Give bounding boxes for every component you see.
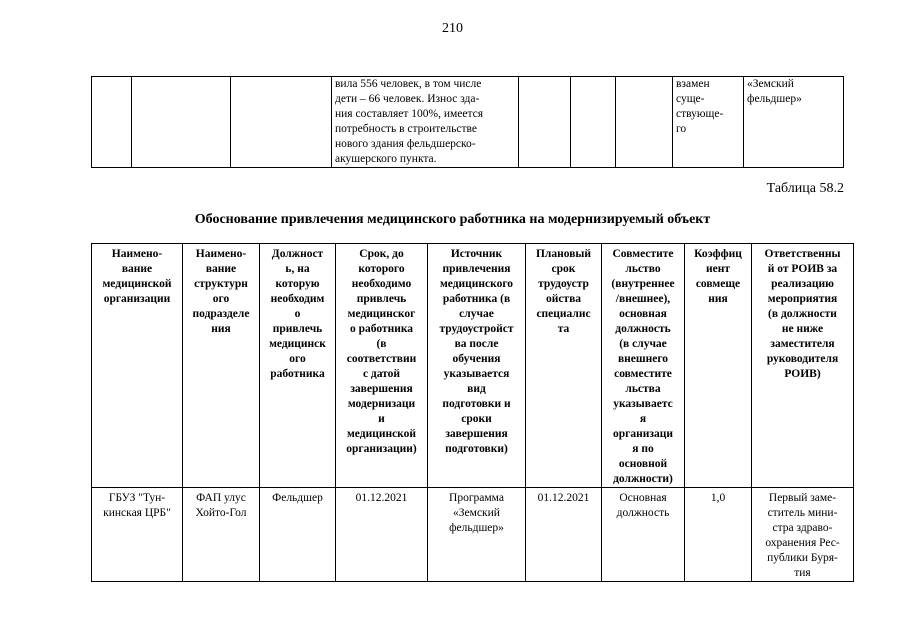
cell: Первый заме- ститель мини- стра здраво- охранения Рес- публики Буря- тия — [752, 488, 854, 582]
cell: взамен суще- ствующе- го — [673, 77, 744, 168]
cell: Фельдшер — [260, 488, 336, 582]
cell — [519, 77, 571, 168]
column-header: Совместите льство (внутреннее /внешнее), основная должность (в случае внешнего совместите льства указываетс я организаци я по основной должности) — [602, 244, 685, 488]
continuation-row — [92, 77, 844, 168]
column-header: Коэффиц иент совмеще ния — [685, 244, 752, 488]
cell — [92, 77, 132, 168]
table-row — [92, 488, 854, 582]
main-table — [91, 243, 854, 582]
column-header: Должност ь, на которую необходим о привлечь медицинск ого работника — [260, 244, 336, 488]
cell: вила 556 человек, в том числе дети – 66 человек. Износ зда- ния составляет 100%, имеется потребность в строительстве нового здания фельдшерско- акушерского пункта. — [332, 77, 519, 168]
cell: ГБУЗ "Тун- кинская ЦРБ" — [92, 488, 183, 582]
table-caption: Таблица 58.2 — [766, 181, 844, 196]
page-number: 210 — [442, 21, 463, 36]
column-header: Ответственны й от РОИВ за реализацию мероприятия (в должности не ниже заместителя руководителя РОИВ) — [752, 244, 854, 488]
header-row — [92, 244, 854, 488]
cell: ФАП улус Хойто-Гол — [183, 488, 260, 582]
table-title: Обоснование привлечения медицинского работника на модернизируемый объект — [194, 212, 711, 227]
cell: 01.12.2021 — [336, 488, 428, 582]
cell — [571, 77, 616, 168]
cell: Программа «Земский фельдшер» — [428, 488, 526, 582]
cell: «Земский фельдшер» — [744, 77, 844, 168]
column-header: Наимено- вание структурн ого подразделе ния — [183, 244, 260, 488]
column-header: Плановый срок трудоустр ойства специалис та — [526, 244, 602, 488]
column-header: Наимено- вание медицинской организации — [92, 244, 183, 488]
cell: 1,0 — [685, 488, 752, 582]
continuation-table — [91, 76, 844, 168]
cell — [231, 77, 332, 168]
cell: Основная должность — [602, 488, 685, 582]
cell — [132, 77, 231, 168]
column-header: Срок, до которого необходимо привлечь медицинског о работника (в соответствии с датой завершения модернизаци и медицинской организации) — [336, 244, 428, 488]
cell — [616, 77, 673, 168]
column-header: Источник привлечения медицинского работника (в случае трудоустройст ва после обучения указывается вид подготовки и сроки завершения подготовки) — [428, 244, 526, 488]
cell: 01.12.2021 — [526, 488, 602, 582]
